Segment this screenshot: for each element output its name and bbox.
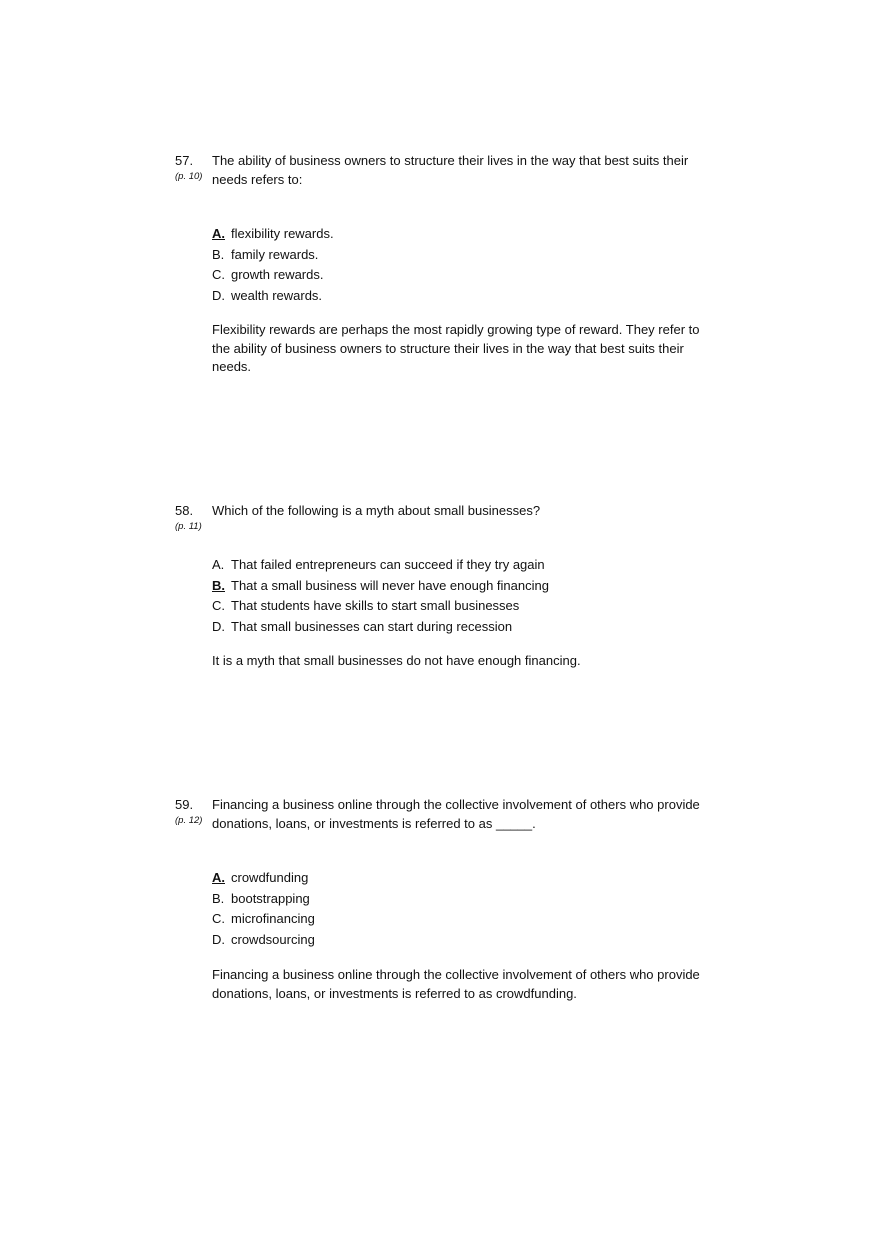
choice-a [212, 555, 549, 576]
choice-text: bootstrapping [231, 890, 310, 906]
choice-d [212, 286, 334, 307]
choice-d [212, 930, 315, 951]
answer-choices [212, 224, 334, 306]
choice-c [212, 596, 549, 617]
question-stem: The ability of business owners to structure their lives in the way that best suits their needs refers to: [212, 153, 689, 187]
explanation: Financing a business online through the collective involvement of others who provide donations, loans, or investments is referred to as crowdfunding. [212, 967, 700, 1001]
question-number: 59. [175, 797, 194, 812]
choice-letter: B. [212, 246, 225, 262]
choice-text: growth rewards. [231, 267, 324, 282]
choice-letter: D. [212, 287, 225, 303]
question-number: 57. [175, 153, 194, 168]
choice-text: That small businesses can start during recession [231, 618, 513, 634]
choice-text: flexibility rewards. [231, 226, 334, 241]
choice-letter: A. [212, 226, 225, 241]
choice-text: crowdsourcing [231, 931, 315, 947]
choice-letter: C. [212, 911, 225, 926]
choice-letter: C. [212, 267, 225, 282]
choice-text: crowdfunding [231, 870, 309, 885]
question-stem: Financing a business online through the collective involvement of others who provide donations, loans, or investments is referred to as _____. [212, 797, 700, 831]
choice-c [212, 265, 334, 286]
choice-text: microfinancing [231, 911, 315, 926]
choice-text: wealth rewards. [231, 287, 323, 303]
choice-d [212, 617, 549, 638]
choice-b [212, 576, 549, 597]
choice-b [212, 889, 315, 910]
explanation: Flexibility rewards are perhaps the most rapidly growing type of reward. They refer to the ability of business owners to structure their lives in the way that best suits their needs. [212, 322, 700, 374]
question-stem: Which of the following is a myth about small businesses? [212, 503, 541, 518]
choice-c [212, 909, 315, 930]
choice-letter: C. [212, 598, 225, 613]
choice-text: family rewards. [231, 246, 319, 262]
answer-choices [212, 555, 549, 637]
choice-b [212, 245, 334, 266]
answer-choices [212, 868, 315, 950]
choice-a [212, 868, 315, 889]
choice-text: That a small business will never have enough financing [231, 577, 549, 593]
explanation: It is a myth that small businesses do not have enough financing. [212, 653, 581, 668]
page-reference: (p. 12) [175, 815, 203, 826]
choice-text: That failed entrepreneurs can succeed if they try again [231, 557, 545, 572]
choice-letter: B. [212, 577, 225, 593]
choice-letter: A. [212, 557, 225, 572]
choice-a [212, 224, 334, 245]
question-number: 58. [175, 503, 194, 518]
choice-letter: B. [212, 890, 225, 906]
choice-letter: D. [212, 618, 225, 634]
choice-text: That students have skills to start small businesses [231, 598, 520, 613]
page-reference: (p. 10) [175, 171, 203, 182]
choice-letter: A. [212, 870, 225, 885]
choice-letter: D. [212, 931, 225, 947]
page-reference: (p. 11) [175, 521, 202, 532]
